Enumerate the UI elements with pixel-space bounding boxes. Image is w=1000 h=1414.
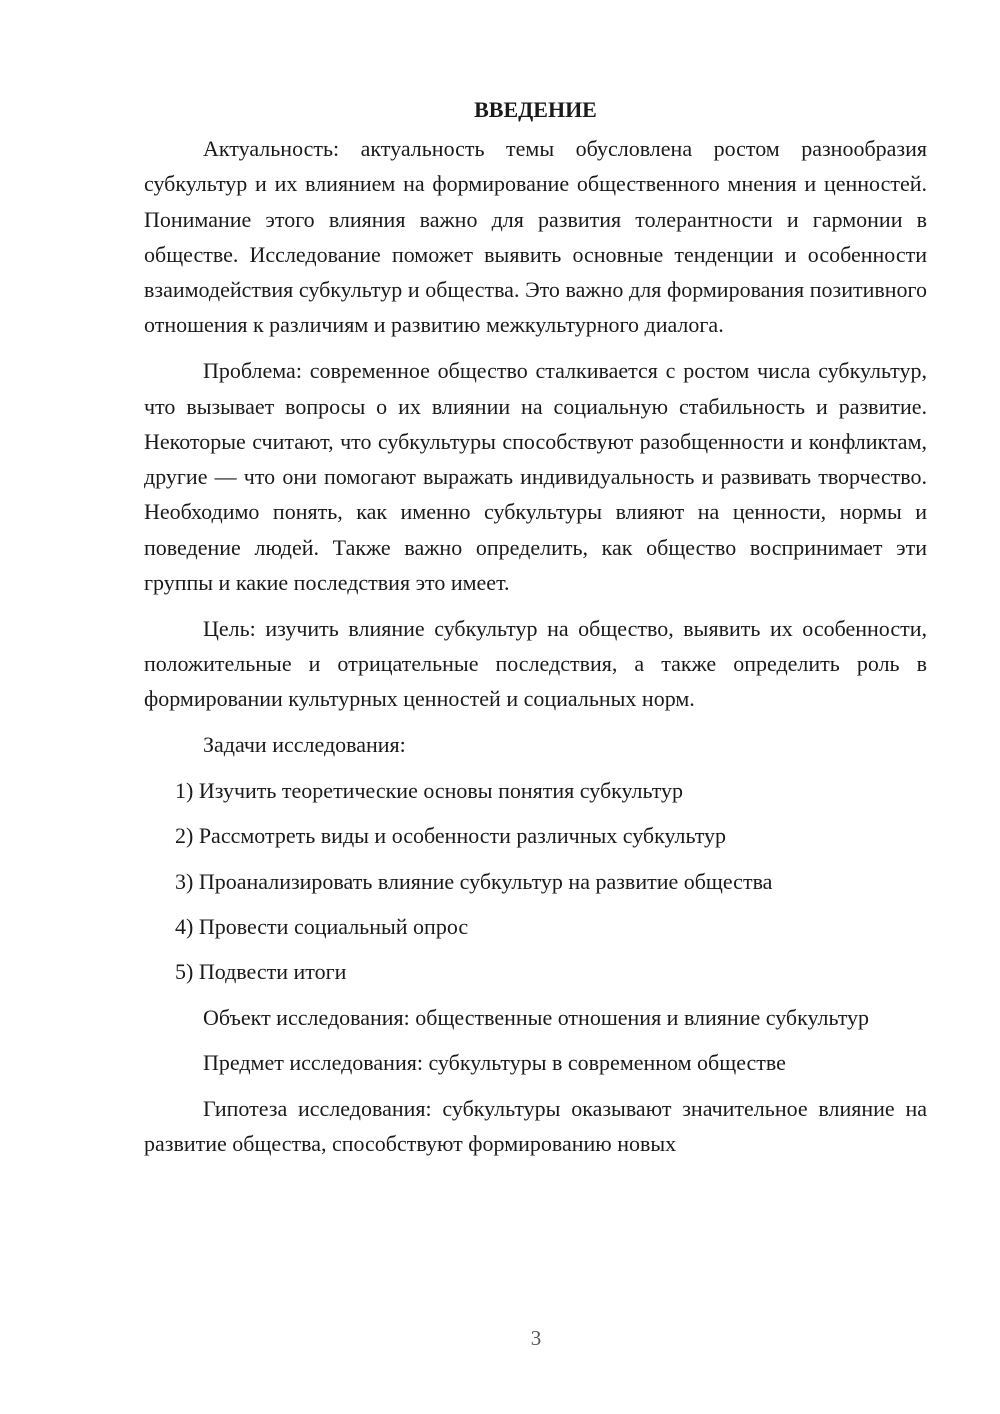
tasks-heading: Задачи исследования: [203,732,406,758]
paragraph-subject: Предмет исследования: субкультуры в современном обществе [203,1050,786,1076]
task-item-2: 2) Рассмотреть виды и особенности различных субкультур [175,823,727,849]
paragraph-object: Объект исследования: общественные отношения и влияние субкультур [203,1004,870,1030]
task-item-1: 1) Изучить теоретические основы понятия субкультур [175,778,684,804]
task-item-5: 5) Подвести итоги [175,959,347,985]
task-item-4: 4) Провести социальный опрос [175,913,469,939]
page-number: 3 [530,1326,542,1350]
document-page [144,92,927,1172]
paragraph-hypothesis: Гипотеза исследования: субкультуры оказывают значительное влияние на развитие общества, способствуют формированию новых [144,1096,927,1157]
paragraph-goal: Цель: изучить влияние субкультур на общество, выявить их особенности, положительные и отрицательные последствия, а также определить роль в формировании культурных ценностей и социальных норм. [144,615,927,712]
paragraph-relevance: Актуальность: актуальность темы обусловлена ростом разнообразия субкультур и их влиянием на формирование общественного мнения и ценностей. Понимание этого влияния важно для развития толерантности и гармонии в обществе. Исследование поможет выявить основные тенденции и особенности взаимодействия субкультур и общества. Это важно для формирования позитивного отношения к различиям и развитию межкультурного диалога. [144,136,927,338]
paragraph-problem: Проблема: современное общество сталкивается с ростом числа субкультур, что вызывает вопросы о их влиянии на социальную стабильность и развитие. Некоторые считают, что субкультуры способствуют разобщенности и конфликтам, другие — что они помогают выражать индивидуальность и развивать творчество. Необходимо понять, как именно субкультуры влияют на ценности, нормы и поведение людей. Также важно определить, как общество воспринимает эти группы и какие последствия это имеет. [144,358,927,596]
task-item-3: 3) Проанализировать влияние субкультур на развитие общества [175,868,773,894]
section-title: ВВЕДЕНИЕ [474,97,597,122]
